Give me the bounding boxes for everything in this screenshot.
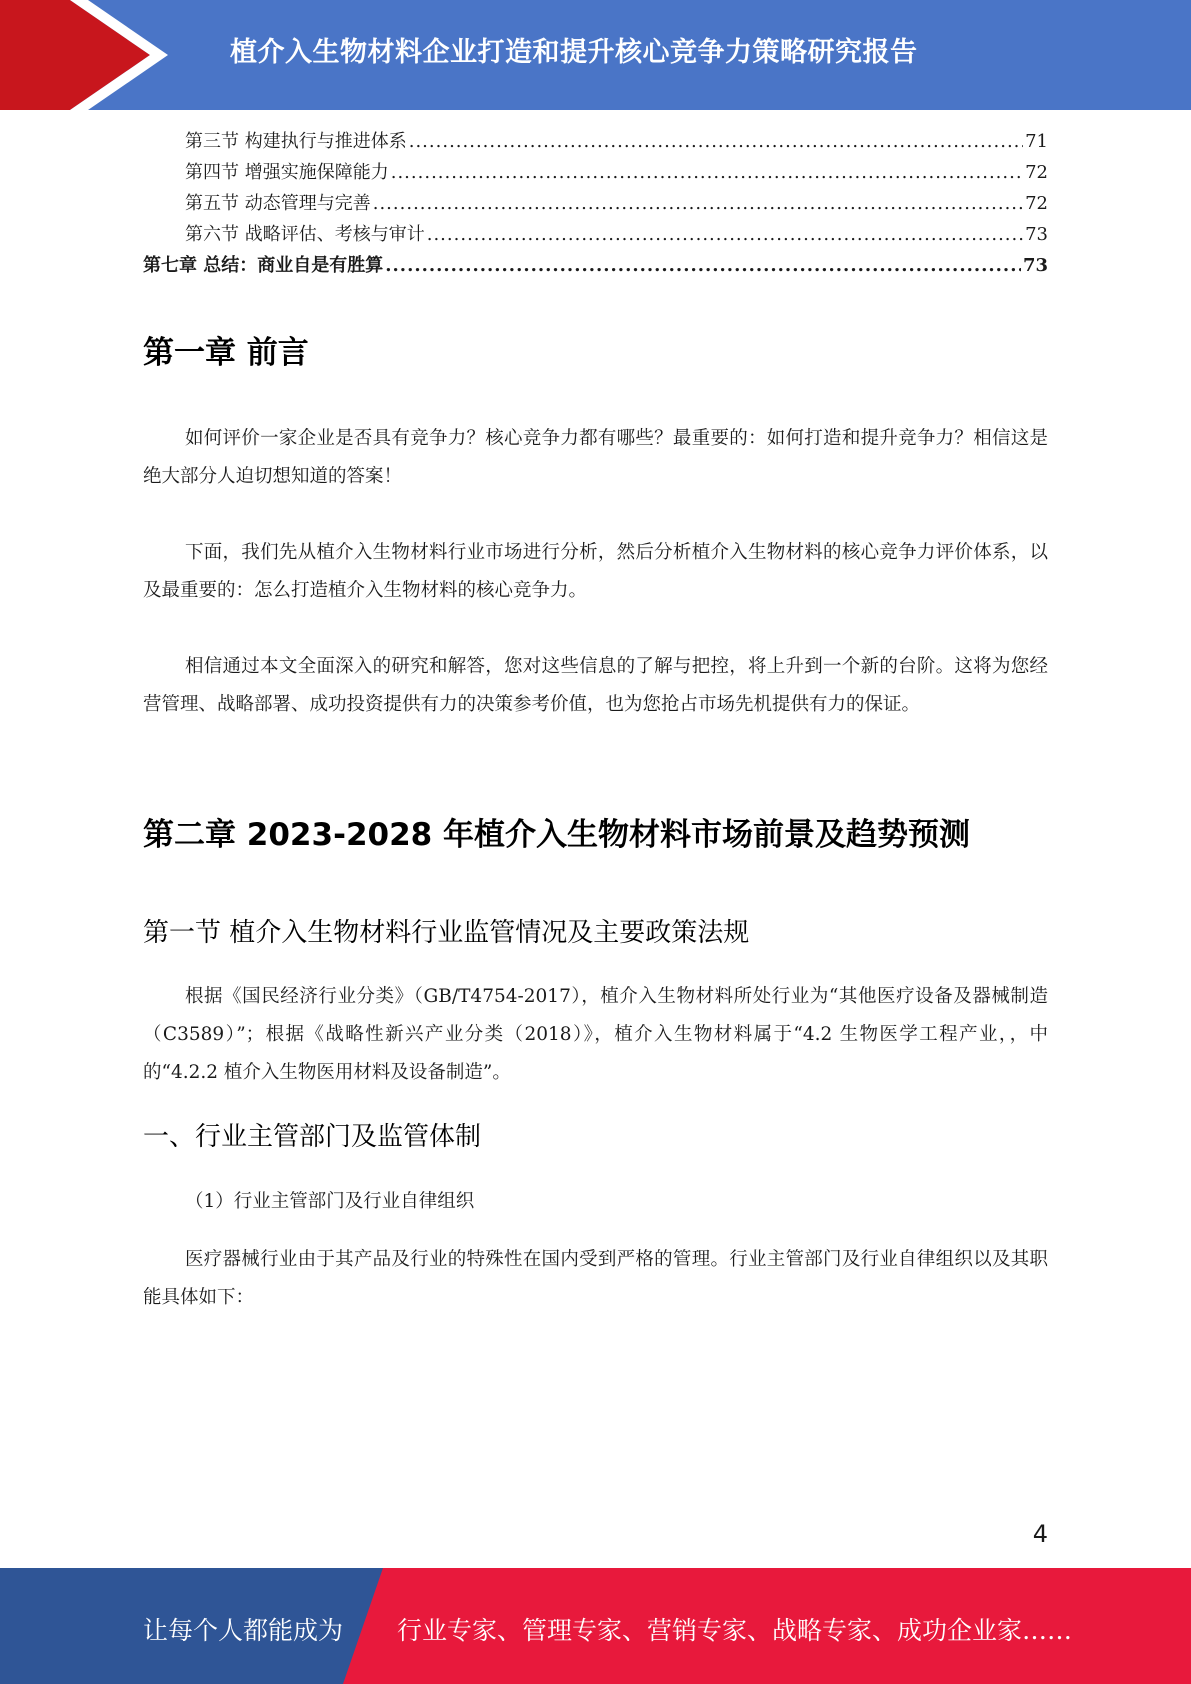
table-of-contents	[143, 127, 1048, 282]
toc-entry-page: 72	[1025, 162, 1048, 183]
toc-entry-page: 72	[1025, 193, 1048, 214]
toc-leader-dots	[427, 224, 1023, 245]
footer-banner	[0, 1568, 1191, 1684]
toc-entry-page: 73	[1022, 255, 1048, 276]
toc-entry-label: 第六节 战略评估、考核与审计	[185, 224, 425, 245]
page-number: 4	[1032, 1520, 1048, 1548]
toc-leader-dots	[409, 131, 1023, 152]
toc-leader-dots	[391, 162, 1023, 183]
toc-entry[interactable]	[143, 158, 1048, 189]
list-item: （1）行业主管部门及行业自律组织	[185, 1191, 475, 1212]
toc-entry[interactable]	[143, 220, 1048, 251]
toc-leader-dots	[373, 193, 1023, 214]
toc-entry[interactable]	[143, 189, 1048, 220]
toc-entry-label: 第五节 动态管理与完善	[185, 193, 371, 214]
subsection-heading: 一、行业主管部门及监管体制	[143, 1122, 482, 1152]
footer-slogan-right: 行业专家、管理专家、营销专家、战略专家、成功企业家……	[397, 1616, 1073, 1645]
toc-leader-dots	[385, 255, 1021, 276]
section-heading: 第一节 植介入生物材料行业监管情况及主要政策法规	[143, 918, 750, 948]
header-arrow-graphic	[0, 0, 260, 110]
toc-entry-label: 第四节 增强实施保障能力	[185, 162, 389, 183]
toc-chapter-entry[interactable]	[143, 251, 1048, 282]
chapter1-paragraph: 如何评价一家企业是否具有竞争力？核心竞争力都有哪些？最重要的：如何打造和提升竞争力？相信这是绝大部分人迫切想知道的答案！	[143, 428, 1048, 487]
toc-entry[interactable]	[143, 127, 1048, 158]
chapter2-heading: 第二章 2023-2028 年植介入生物材料市场前景及趋势预测	[143, 817, 971, 853]
section-paragraph: 医疗器械行业由于其产品及行业的特殊性在国内受到严格的管理。行业主管部门及行业自律组织以及其职能具体如下：	[143, 1249, 1048, 1308]
chapter1-heading: 第一章 前言	[143, 335, 309, 371]
toc-entry-page: 73	[1025, 224, 1048, 245]
toc-entry-page: 71	[1025, 131, 1048, 152]
section-paragraph: 根据《国民经济行业分类》（GB/T4754-2017），植介入生物材料所处行业为“其他医疗设备及器械制造（C3589）”；根据《战略性新兴产业分类（2018）》，植介入生物材料属于“4.2 生物医学工程产业，，中的“4.2.2 植介入生物医用材料及设备制造”。	[143, 986, 1048, 1083]
toc-entry-label: 第三节 构建执行与推进体系	[185, 131, 407, 152]
footer-slogan-left: 让每个人都能成为	[143, 1616, 344, 1645]
header-banner	[0, 0, 1191, 110]
chapter1-paragraph: 相信通过本文全面深入的研究和解答，您对这些信息的了解与把控，将上升到一个新的台阶。这将为您经营管理、战略部署、成功投资提供有力的决策参考价值，也为您抢占市场先机提供有力的保证。	[143, 656, 1048, 715]
report-title: 植介入生物材料企业打造和提升核心竞争力策略研究报告	[230, 37, 918, 68]
chapter1-paragraph: 下面，我们先从植介入生物材料行业市场进行分析，然后分析植介入生物材料的核心竞争力评价体系，以及最重要的：怎么打造植介入生物材料的核心竞争力。	[143, 542, 1048, 601]
toc-entry-label: 第七章 总结：商业自是有胜算	[143, 255, 384, 276]
